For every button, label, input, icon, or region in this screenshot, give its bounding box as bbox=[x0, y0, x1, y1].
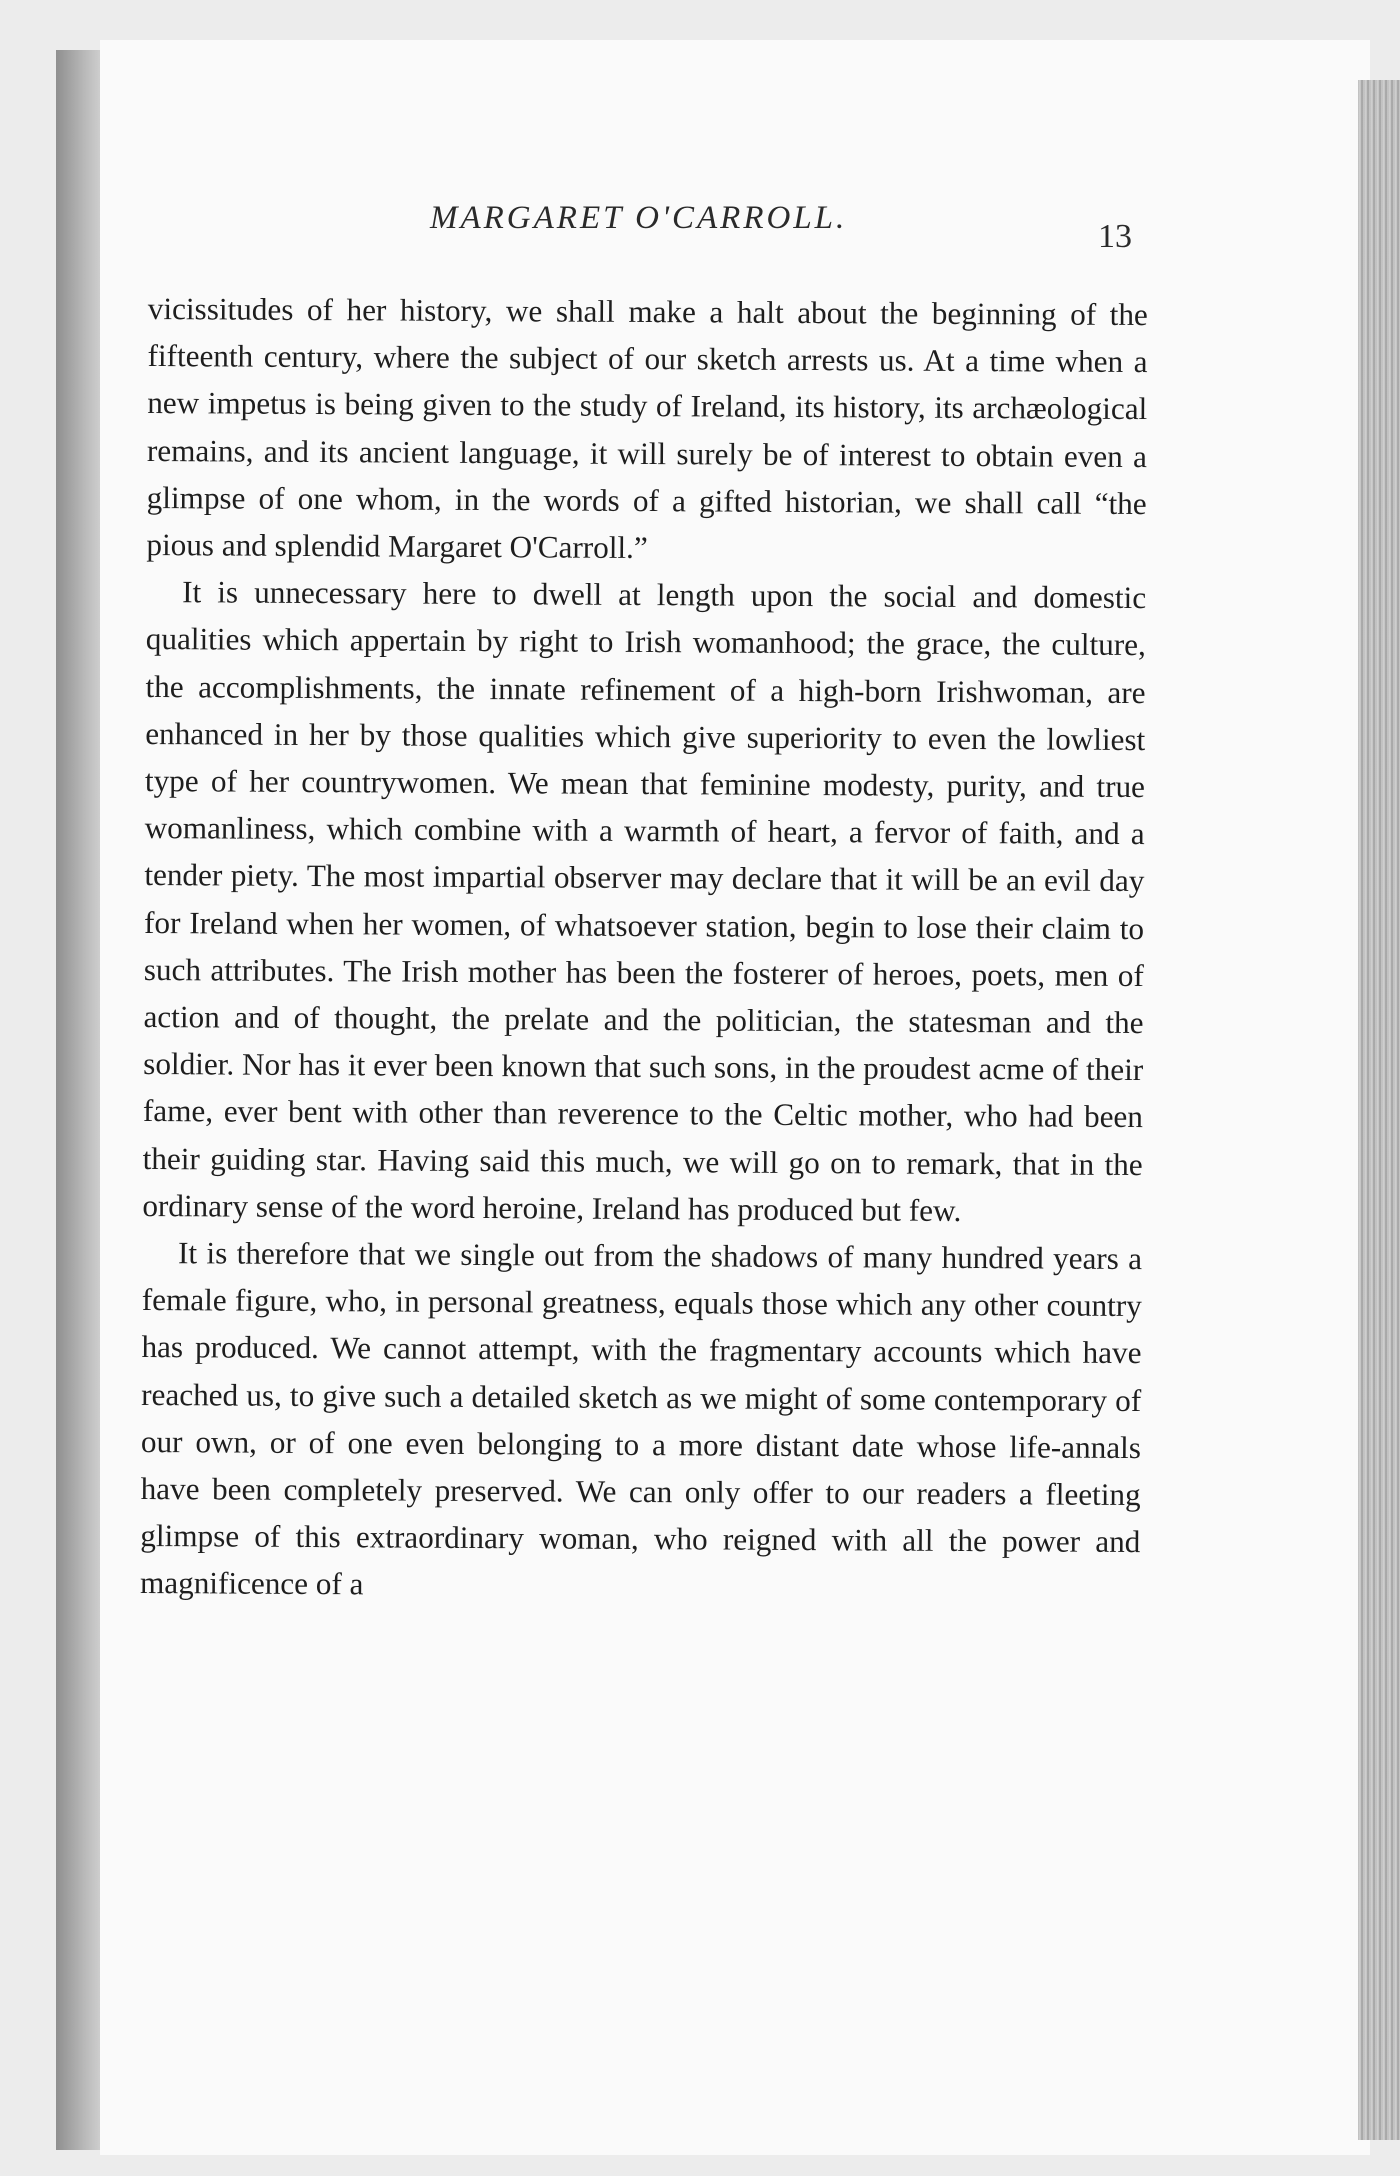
paragraph-3: It is therefore that we single out from the shadows of many hundred years a female figure, who, in personal greatness, equals those which any other country has produced. We cannot attempt, with the fragmentary accounts which have reached us, to give such a detailed sketch as we might of some contemporary of our own, or of one even belonging to a more distant date whose life-annals have been completely preserved. We can only offer to our readers a fleeting glimpse of this extraordinary woman, who reigned with all the power and magnificence of a bbox=[139, 1235, 1143, 1602]
paragraph-1: vicissitudes of her history, we shall make a halt about the beginning of the fifteenth century, where the subject of our sketch arrests us. At a time when a new impetus is being given to the study of Ireland, its history, its archæological remains, and its ancient language, it will surely be of interest to obtain even a glimpse of one whom, in the words of a gifted historian, we shall call “the pious and splendid Margaret O'Carroll.” bbox=[146, 290, 1148, 566]
text-body bbox=[140, 285, 1148, 1613]
page-number: 13 bbox=[1098, 218, 1132, 255]
page-edges bbox=[1358, 80, 1400, 2140]
running-header bbox=[150, 200, 1150, 260]
header-title: MARGARET O'CARROLL. bbox=[430, 200, 848, 236]
paragraph-2: It is unnecessary here to dwell at length upon the social and domestic qualities which appertain by right to Irish womanhood; the grace, the culture, the accomplishments, the innate refinement of a high-born Irishwoman, are enhanced in her by those qualities which give superiority to even the lowliest type of her countrywomen. We mean that feminine modesty, purity, and true womanliness, which combine with a warmth of heart, a fervor of faith, and a tender piety. The most impartial observer may declare that it will be an evil day for Ireland when her women, of whatsoever station, begin to lose their claim to such attributes. The Irish mother has been the fosterer of heroes, poets, men of action and of thought, the prelate and the politician, the statesman and the soldier. Nor has it ever been known that such sons, in the proudest acme of their fame, ever bent with other than reverence to the Celtic mother, who had been their guiding star. Having said this much, we will go on to remark, that in the ordinary sense of the word heroine, Ireland has produced but few. bbox=[142, 574, 1147, 1228]
